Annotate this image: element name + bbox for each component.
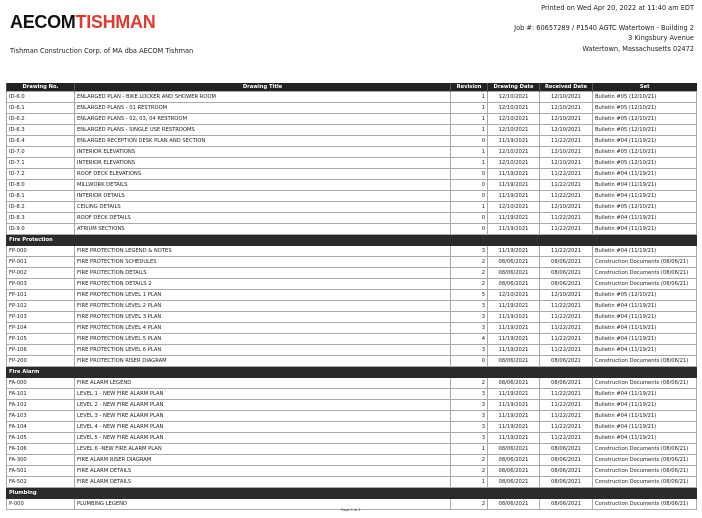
drawing-no-cell: ID-8.1 — [7, 191, 75, 202]
table-row[interactable] — [7, 158, 697, 169]
received-date-cell: 12/10/2021 — [540, 290, 593, 301]
set-cell: Construction Documents (08/06/21) — [593, 477, 697, 488]
drawing-no-cell: ID-6.2 — [7, 114, 75, 125]
set-cell: Bulletin #05 (12/10/21) — [593, 158, 697, 169]
drawing-title-cell: FIRE PROTECTION LEVEL 2 PLAN — [75, 301, 451, 312]
table-row[interactable] — [7, 400, 697, 411]
drawing-no-cell: FP-000 — [7, 246, 75, 257]
received-date-cell: 08/06/2021 — [540, 378, 593, 389]
drawing-no-cell: P-000 — [7, 499, 75, 510]
set-cell: Construction Documents (08/06/21) — [593, 455, 697, 466]
revision-cell: 1 — [451, 202, 488, 213]
revision-cell: 0 — [451, 213, 488, 224]
revision-cell: 2 — [451, 455, 488, 466]
revision-cell: 0 — [451, 180, 488, 191]
drawing-title-cell: ATRIUM SECTIONS — [75, 224, 451, 235]
received-date-cell: 11/22/2021 — [540, 422, 593, 433]
received-date-cell: 11/22/2021 — [540, 312, 593, 323]
revision-cell: 1 — [451, 158, 488, 169]
table-row[interactable] — [7, 246, 697, 257]
drawing-title-cell: FIRE PROTECTION RISER DIAGRAM — [75, 356, 451, 367]
revision-cell: 1 — [451, 114, 488, 125]
drawing-title-cell: FIRE ALARM DETAILS — [75, 466, 451, 477]
drawing-date-cell: 11/19/2021 — [488, 433, 540, 444]
set-cell: Bulletin #05 (12/10/21) — [593, 125, 697, 136]
set-cell: Construction Documents (08/06/21) — [593, 499, 697, 510]
company-logo — [10, 12, 155, 33]
received-date-cell: 11/22/2021 — [540, 411, 593, 422]
job-number: Job #: 60657289 / P1540 AGTC Watertown - Building 2 — [514, 23, 694, 32]
received-date-cell: 12/10/2021 — [540, 103, 593, 114]
received-date-cell: 11/22/2021 — [540, 224, 593, 235]
received-date-cell: 11/22/2021 — [540, 180, 593, 191]
drawing-title-cell: FIRE PROTECTION SCHEDULES — [75, 257, 451, 268]
address-line-1: 3 Kingsbury Avenue — [628, 34, 694, 42]
received-date-cell: 08/06/2021 — [540, 279, 593, 290]
section-title: Fire Protection — [7, 235, 697, 246]
drawing-no-cell: FP-103 — [7, 312, 75, 323]
drawing-no-cell: FA-102 — [7, 400, 75, 411]
revision-cell: 0 — [451, 191, 488, 202]
drawing-title-cell: FIRE PROTECTION LEVEL 5 PLAN — [75, 334, 451, 345]
drawing-date-cell: 08/06/2021 — [488, 378, 540, 389]
set-cell: Bulletin #04 (11/19/21) — [593, 334, 697, 345]
set-cell: Bulletin #05 (12/10/21) — [593, 290, 697, 301]
drawing-date-cell: 11/19/2021 — [488, 334, 540, 345]
received-date-cell: 12/10/2021 — [540, 92, 593, 103]
drawing-no-cell: ID-8.3 — [7, 213, 75, 224]
table-row[interactable] — [7, 389, 697, 400]
drawing-no-cell: ID-8.2 — [7, 202, 75, 213]
drawing-date-cell: 11/19/2021 — [488, 422, 540, 433]
table-row[interactable] — [7, 422, 697, 433]
set-cell: Construction Documents (08/06/21) — [593, 257, 697, 268]
table-row[interactable] — [7, 444, 697, 455]
col-drawing-no[interactable]: Drawing No. — [7, 83, 75, 92]
drawing-title-cell: FIRE PROTECTION LEVEL 4 PLAN — [75, 323, 451, 334]
revision-cell: 3 — [451, 400, 488, 411]
drawing-title-cell: CEILING DETAILS — [75, 202, 451, 213]
drawing-title-cell: LEVEL 2 - NEW FIRE ALARM PLAN — [75, 400, 451, 411]
received-date-cell: 11/22/2021 — [540, 433, 593, 444]
drawing-no-cell: FP-002 — [7, 268, 75, 279]
received-date-cell: 11/22/2021 — [540, 191, 593, 202]
drawing-date-cell: 08/06/2021 — [488, 499, 540, 510]
revision-cell: 0 — [451, 224, 488, 235]
company-name: Tishman Construction Corp. of MA dba AECOM Tishman — [10, 47, 194, 55]
set-cell: Bulletin #04 (11/19/21) — [593, 389, 697, 400]
job-info — [514, 3, 694, 54]
revision-cell: 2 — [451, 257, 488, 268]
revision-cell: 0 — [451, 169, 488, 180]
set-cell: Bulletin #04 (11/19/21) — [593, 301, 697, 312]
received-date-cell: 12/10/2021 — [540, 147, 593, 158]
table-row[interactable] — [7, 136, 697, 147]
received-date-cell: 08/06/2021 — [540, 356, 593, 367]
received-date-cell: 11/22/2021 — [540, 213, 593, 224]
drawing-title-cell: FIRE PROTECTION DETAILS — [75, 268, 451, 279]
set-cell: Bulletin #04 (11/19/21) — [593, 169, 697, 180]
drawing-date-cell: 08/06/2021 — [488, 455, 540, 466]
drawing-title-cell: ENLARGED RECEPTION DESK PLAN AND SECTION — [75, 136, 451, 147]
col-drawing-title[interactable]: Drawing Title — [75, 83, 451, 92]
drawing-no-cell: FP-001 — [7, 257, 75, 268]
set-cell: Construction Documents (08/06/21) — [593, 356, 697, 367]
col-drawing-date[interactable]: Drawing Date — [488, 83, 540, 92]
revision-cell: 1 — [451, 444, 488, 455]
set-cell: Bulletin #04 (11/19/21) — [593, 224, 697, 235]
drawing-no-cell: FA-105 — [7, 433, 75, 444]
set-cell: Bulletin #04 (11/19/21) — [593, 312, 697, 323]
drawing-date-cell: 12/10/2021 — [488, 103, 540, 114]
revision-cell: 3 — [451, 389, 488, 400]
table-row[interactable] — [7, 180, 697, 191]
section-title: Plumbing — [7, 488, 697, 499]
drawing-no-cell: ID-6.4 — [7, 136, 75, 147]
table-row[interactable] — [7, 125, 697, 136]
table-row[interactable] — [7, 92, 697, 103]
drawing-date-cell: 11/19/2021 — [488, 169, 540, 180]
section-header-row — [7, 367, 697, 378]
drawing-date-cell: 11/19/2021 — [488, 400, 540, 411]
drawing-date-cell: 11/19/2021 — [488, 312, 540, 323]
received-date-cell: 11/22/2021 — [540, 169, 593, 180]
revision-cell: 1 — [451, 477, 488, 488]
table-row[interactable] — [7, 257, 697, 268]
drawing-no-cell: FA-103 — [7, 411, 75, 422]
set-cell: Construction Documents (08/06/21) — [593, 466, 697, 477]
table-row[interactable] — [7, 301, 697, 312]
col-revision[interactable]: Revision — [451, 83, 488, 92]
drawing-no-cell: FP-102 — [7, 301, 75, 312]
drawing-no-cell: ID-6.3 — [7, 125, 75, 136]
table-row[interactable] — [7, 147, 697, 158]
drawing-date-cell: 08/06/2021 — [488, 477, 540, 488]
drawing-date-cell: 11/19/2021 — [488, 191, 540, 202]
section-header-row — [7, 488, 697, 499]
drawing-title-cell: ROOF DECK ELEVATIONS — [75, 169, 451, 180]
drawing-title-cell: FIRE PROTECTION LEVEL 6 PLAN — [75, 345, 451, 356]
drawing-title-cell: INTERIOR ELEVATIONS — [75, 158, 451, 169]
drawing-no-cell: FA-106 — [7, 444, 75, 455]
address-line-2: Watertown, Massachusetts 02472 — [582, 44, 694, 53]
table-row[interactable] — [7, 323, 697, 334]
set-cell: Bulletin #05 (12/10/21) — [593, 147, 697, 158]
set-cell: Bulletin #04 (11/19/21) — [593, 400, 697, 411]
set-cell: Bulletin #04 (11/19/21) — [593, 213, 697, 224]
drawing-date-cell: 12/10/2021 — [488, 158, 540, 169]
drawing-title-cell: FIRE PROTECTION DETAILS 2 — [75, 279, 451, 290]
drawing-date-cell: 11/19/2021 — [488, 136, 540, 147]
drawing-title-cell: LEVEL 1 - NEW FIRE ALARM PLAN — [75, 389, 451, 400]
drawing-date-cell: 11/19/2021 — [488, 246, 540, 257]
table-row[interactable] — [7, 268, 697, 279]
section-header-row — [7, 235, 697, 246]
drawing-date-cell: 11/19/2021 — [488, 224, 540, 235]
revision-cell: 3 — [451, 433, 488, 444]
set-cell: Bulletin #05 (12/10/21) — [593, 92, 697, 103]
set-cell: Construction Documents (08/06/21) — [593, 378, 697, 389]
received-date-cell: 11/22/2021 — [540, 334, 593, 345]
drawing-title-cell: ENLARGED PLANS - 02, 03, 04 RESTROOM — [75, 114, 451, 125]
drawing-date-cell: 08/06/2021 — [488, 466, 540, 477]
revision-cell: 0 — [451, 136, 488, 147]
revision-cell: 5 — [451, 290, 488, 301]
revision-cell: 2 — [451, 499, 488, 510]
page-number: Page 1 of 1 — [341, 508, 361, 512]
table-row[interactable] — [7, 433, 697, 444]
revision-cell: 3 — [451, 422, 488, 433]
received-date-cell: 11/22/2021 — [540, 345, 593, 356]
received-date-cell: 11/22/2021 — [540, 400, 593, 411]
set-cell: Bulletin #04 (11/19/21) — [593, 411, 697, 422]
drawing-title-cell: INTERIOR DETAILS — [75, 191, 451, 202]
drawing-date-cell: 12/10/2021 — [488, 202, 540, 213]
drawing-no-cell: FA-501 — [7, 466, 75, 477]
drawing-no-cell: ID-6.0 — [7, 92, 75, 103]
set-cell: Bulletin #04 (11/19/21) — [593, 345, 697, 356]
set-cell: Construction Documents (08/06/21) — [593, 444, 697, 455]
drawing-no-cell: FA-502 — [7, 477, 75, 488]
drawing-date-cell: 08/06/2021 — [488, 279, 540, 290]
drawing-no-cell: FA-101 — [7, 389, 75, 400]
revision-cell: 4 — [451, 334, 488, 345]
drawing-date-cell: 11/19/2021 — [488, 301, 540, 312]
drawing-date-cell: 08/06/2021 — [488, 257, 540, 268]
table-row[interactable] — [7, 224, 697, 235]
table-row[interactable] — [7, 455, 697, 466]
revision-cell: 1 — [451, 125, 488, 136]
drawing-no-cell: ID-7.1 — [7, 158, 75, 169]
table-row[interactable] — [7, 411, 697, 422]
received-date-cell: 11/22/2021 — [540, 136, 593, 147]
drawing-no-cell: ID-6.1 — [7, 103, 75, 114]
set-cell: Construction Documents (08/06/21) — [593, 268, 697, 279]
col-set[interactable]: Set — [593, 83, 697, 92]
drawing-date-cell: 12/10/2021 — [488, 147, 540, 158]
received-date-cell: 08/06/2021 — [540, 444, 593, 455]
drawing-title-cell: ROOF DECK DETAILS — [75, 213, 451, 224]
table-row[interactable] — [7, 103, 697, 114]
received-date-cell: 11/22/2021 — [540, 323, 593, 334]
drawing-no-cell: ID-7.0 — [7, 147, 75, 158]
received-date-cell: 12/10/2021 — [540, 202, 593, 213]
set-cell: Construction Documents (08/06/21) — [593, 279, 697, 290]
received-date-cell: 08/06/2021 — [540, 477, 593, 488]
drawing-title-cell: FIRE ALARM DETAILS — [75, 477, 451, 488]
received-date-cell: 08/06/2021 — [540, 455, 593, 466]
drawing-date-cell: 11/19/2021 — [488, 323, 540, 334]
drawing-date-cell: 12/10/2021 — [488, 92, 540, 103]
set-cell: Bulletin #05 (12/10/21) — [593, 103, 697, 114]
drawing-no-cell: ID-7.2 — [7, 169, 75, 180]
revision-cell: 3 — [451, 301, 488, 312]
revision-cell: 3 — [451, 312, 488, 323]
revision-cell: 2 — [451, 466, 488, 477]
table-row[interactable] — [7, 213, 697, 224]
received-date-cell: 12/10/2021 — [540, 114, 593, 125]
drawing-no-cell: ID-9.0 — [7, 224, 75, 235]
revision-cell: 3 — [451, 345, 488, 356]
table-row[interactable] — [7, 114, 697, 125]
revision-cell: 3 — [451, 246, 488, 257]
received-date-cell: 11/22/2021 — [540, 246, 593, 257]
revision-cell: 2 — [451, 268, 488, 279]
revision-cell: 1 — [451, 147, 488, 158]
section-title: Fire Alarm — [7, 367, 697, 378]
drawing-no-cell: FA-104 — [7, 422, 75, 433]
revision-cell: 3 — [451, 323, 488, 334]
logo-tishman: TISHMAN — [75, 12, 156, 32]
received-date-cell: 08/06/2021 — [540, 499, 593, 510]
drawing-no-cell: ID-8.0 — [7, 180, 75, 191]
drawing-no-cell: FA-300 — [7, 455, 75, 466]
set-cell: Bulletin #04 (11/19/21) — [593, 422, 697, 433]
drawing-date-cell: 08/06/2021 — [488, 444, 540, 455]
received-date-cell: 11/22/2021 — [540, 301, 593, 312]
drawing-title-cell: ENLARGED PLANS - 01 RESTROOM — [75, 103, 451, 114]
table-row[interactable] — [7, 334, 697, 345]
drawing-date-cell: 11/19/2021 — [488, 180, 540, 191]
drawing-date-cell: 11/19/2021 — [488, 345, 540, 356]
drawing-no-cell: FP-200 — [7, 356, 75, 367]
table-row[interactable] — [7, 169, 697, 180]
revision-cell: 2 — [451, 279, 488, 290]
received-date-cell: 08/06/2021 — [540, 466, 593, 477]
table-row[interactable] — [7, 378, 697, 389]
drawing-date-cell: 11/19/2021 — [488, 389, 540, 400]
table-row[interactable] — [7, 477, 697, 488]
set-cell: Bulletin #04 (11/19/21) — [593, 191, 697, 202]
drawing-title-cell: LEVEL 5 - NEW FIRE ALARM PLAN — [75, 433, 451, 444]
table-row[interactable] — [7, 191, 697, 202]
table-row[interactable] — [7, 466, 697, 477]
received-date-cell: 08/06/2021 — [540, 257, 593, 268]
drawing-date-cell: 11/19/2021 — [488, 411, 540, 422]
received-date-cell: 12/10/2021 — [540, 158, 593, 169]
drawing-date-cell: 12/10/2021 — [488, 290, 540, 301]
revision-cell: 1 — [451, 92, 488, 103]
table-row[interactable] — [7, 202, 697, 213]
table-row[interactable] — [7, 356, 697, 367]
drawing-title-cell: LEVEL 3 - NEW FIRE ALARM PLAN — [75, 411, 451, 422]
received-date-cell: 11/22/2021 — [540, 389, 593, 400]
set-cell: Bulletin #05 (12/10/21) — [593, 114, 697, 125]
drawing-no-cell: FP-104 — [7, 323, 75, 334]
col-received-date[interactable]: Received Date — [540, 83, 593, 92]
table-row[interactable] — [7, 279, 697, 290]
received-date-cell: 08/06/2021 — [540, 268, 593, 279]
drawing-title-cell: FIRE PROTECTION LEVEL 3 PLAN — [75, 312, 451, 323]
table-body — [7, 92, 697, 510]
drawing-title-cell: INTERIOR ELEVATIONS — [75, 147, 451, 158]
drawing-no-cell: FA-000 — [7, 378, 75, 389]
drawing-date-cell: 11/19/2021 — [488, 213, 540, 224]
drawing-title-cell: FIRE ALARM RISER DIAGRAM — [75, 455, 451, 466]
drawing-title-cell: PLUMBING LEGEND — [75, 499, 451, 510]
table-row[interactable] — [7, 312, 697, 323]
drawing-no-cell: FP-101 — [7, 290, 75, 301]
logo-aecom: AECOM — [10, 12, 76, 32]
drawing-title-cell: ENLARGED PLAN - BIKE LOCKER AND SHOWER ROOM — [75, 92, 451, 103]
drawing-log-table — [6, 83, 697, 510]
drawing-no-cell: FP-106 — [7, 345, 75, 356]
set-cell: Bulletin #04 (11/19/21) — [593, 136, 697, 147]
drawing-title-cell: FIRE PROTECTION LEVEL 1 PLAN — [75, 290, 451, 301]
drawing-date-cell: 12/10/2021 — [488, 114, 540, 125]
table-header-row — [7, 83, 697, 92]
drawing-no-cell: FP-105 — [7, 334, 75, 345]
drawing-title-cell: FIRE PROTECTION LEGEND & NOTES — [75, 246, 451, 257]
set-cell: Bulletin #05 (12/10/21) — [593, 202, 697, 213]
printed-date: Printed on Wed Apr 20, 2022 at 11:40 am EDT — [541, 4, 694, 12]
drawing-title-cell: ENLARGED PLANS - SINGLE USE RESTROOMS — [75, 125, 451, 136]
drawing-title-cell: FIRE ALARM LEGEND — [75, 378, 451, 389]
drawing-date-cell: 12/10/2021 — [488, 125, 540, 136]
set-cell: Bulletin #04 (11/19/21) — [593, 246, 697, 257]
drawing-date-cell: 08/06/2021 — [488, 356, 540, 367]
drawing-title-cell: LEVEL 6 -NEW FIRE ALARM PLAN — [75, 444, 451, 455]
revision-cell: 2 — [451, 378, 488, 389]
set-cell: Bulletin #04 (11/19/21) — [593, 180, 697, 191]
revision-cell: 0 — [451, 356, 488, 367]
drawing-no-cell: FP-003 — [7, 279, 75, 290]
received-date-cell: 12/10/2021 — [540, 125, 593, 136]
table-row[interactable] — [7, 290, 697, 301]
drawing-title-cell: MILLWORK DETAILS — [75, 180, 451, 191]
set-cell: Bulletin #04 (11/19/21) — [593, 323, 697, 334]
drawing-date-cell: 08/06/2021 — [488, 268, 540, 279]
set-cell: Bulletin #04 (11/19/21) — [593, 433, 697, 444]
revision-cell: 3 — [451, 411, 488, 422]
drawing-title-cell: LEVEL 4 - NEW FIRE ALARM PLAN — [75, 422, 451, 433]
table-row[interactable] — [7, 345, 697, 356]
revision-cell: 1 — [451, 103, 488, 114]
